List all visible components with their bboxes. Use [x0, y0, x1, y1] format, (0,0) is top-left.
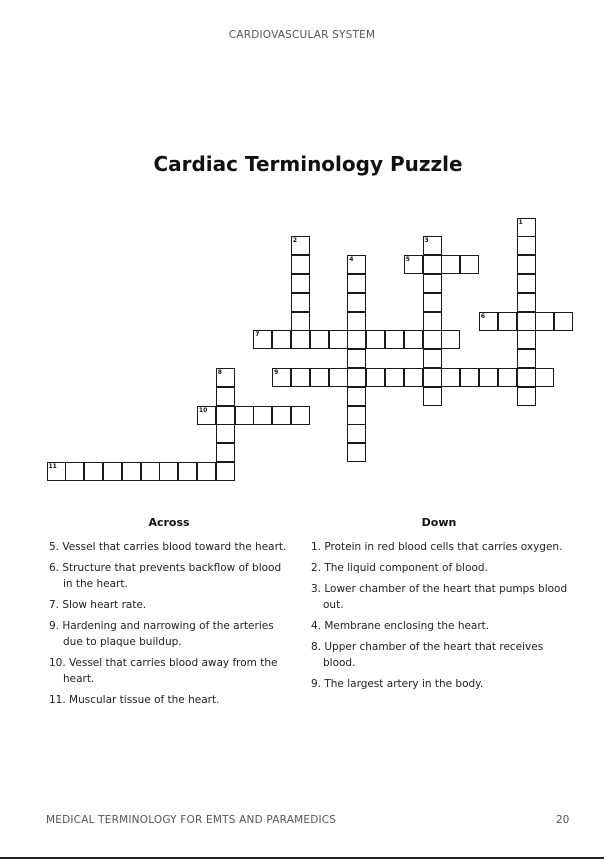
clue-number: 3: [424, 237, 429, 245]
down-clue: 2. The liquid component of blood.: [311, 562, 488, 574]
crossword-cell[interactable]: [498, 368, 517, 387]
crossword-cell[interactable]: [253, 330, 272, 349]
crossword-cell[interactable]: [385, 330, 404, 349]
crossword-cell[interactable]: [517, 312, 536, 331]
down-clues: [309, 516, 569, 697]
crossword-cell[interactable]: [216, 406, 235, 425]
crossword-cell[interactable]: [366, 368, 385, 387]
crossword-cell[interactable]: [423, 255, 442, 274]
crossword-cell[interactable]: [347, 387, 366, 406]
footer-book-title: MEDICAL TERMINOLOGY FOR EMTS AND PARAMEDICS: [46, 814, 337, 826]
crossword-cell[interactable]: [498, 312, 517, 331]
crossword-cell[interactable]: [423, 293, 442, 312]
puzzle-title: Cardiac Terminology Puzzle: [153, 152, 463, 176]
crossword-cell[interactable]: [47, 462, 66, 481]
crossword-cell[interactable]: [517, 368, 536, 387]
crossword-cell[interactable]: [291, 368, 310, 387]
crossword-cell[interactable]: [460, 368, 479, 387]
crossword-cell[interactable]: [197, 462, 216, 481]
crossword-cell[interactable]: [291, 255, 310, 274]
crossword-cell[interactable]: [103, 462, 122, 481]
crossword-cell[interactable]: [554, 312, 573, 331]
crossword-cell[interactable]: [347, 312, 366, 331]
across-clue: 11. Muscular tissue of the heart.: [49, 694, 220, 706]
down-clue: 4. Membrane enclosing the heart.: [311, 620, 490, 632]
crossword-cell[interactable]: [404, 330, 423, 349]
crossword-cell[interactable]: [291, 274, 310, 293]
crossword-cell[interactable]: [291, 312, 310, 331]
clue-number: 1: [518, 218, 523, 226]
crossword-cell[interactable]: [423, 368, 442, 387]
clue-number: 5: [405, 256, 410, 264]
clue-number: 6: [480, 312, 486, 320]
crossword-cell[interactable]: [272, 406, 291, 425]
crossword-cell[interactable]: [122, 462, 141, 481]
crossword-cell[interactable]: [310, 368, 329, 387]
across-clues: [44, 516, 294, 713]
crossword-cell[interactable]: [216, 387, 235, 406]
crossword-cell[interactable]: [423, 330, 442, 349]
crossword-cell[interactable]: [423, 387, 442, 406]
crossword-cell[interactable]: [385, 368, 404, 387]
across-clue: 9. Hardening and narrowing of the arteries due to plaque buildup.: [49, 620, 274, 648]
crossword-cell[interactable]: [517, 330, 536, 349]
crossword-cell[interactable]: [159, 462, 178, 481]
crossword-cell[interactable]: [347, 330, 366, 349]
down-clue: 8. Upper chamber of the heart that receives blood.: [311, 641, 544, 669]
crossword-cell[interactable]: [441, 330, 460, 349]
crossword-cell[interactable]: [347, 368, 366, 387]
across-clue: 7. Slow heart rate.: [49, 599, 147, 611]
down-clue: 9. The largest artery in the body.: [311, 678, 484, 690]
down-clue: 3. Lower chamber of the heart that pumps blood out.: [311, 583, 568, 611]
crossword-cell[interactable]: [272, 368, 291, 387]
crossword-cell[interactable]: [216, 462, 235, 481]
crossword-cell[interactable]: [404, 368, 423, 387]
down-heading: Down: [421, 516, 457, 529]
crossword-cell[interactable]: [347, 443, 366, 462]
clue-number: 9: [274, 368, 279, 376]
crossword-cell[interactable]: [517, 236, 536, 255]
crossword-cell[interactable]: [441, 368, 460, 387]
crossword-cell[interactable]: [517, 218, 536, 237]
crossword-cell[interactable]: [479, 368, 498, 387]
clue-number: 7: [255, 331, 260, 339]
clue-number: 11: [48, 462, 57, 470]
clue-number: 4: [349, 256, 354, 264]
crossword-cell[interactable]: [235, 406, 254, 425]
crossword-cell[interactable]: [84, 462, 103, 481]
crossword-cell[interactable]: [347, 406, 366, 425]
crossword-cell[interactable]: [253, 406, 272, 425]
footer-page-number: 20: [556, 814, 570, 826]
running-header: CARDIOVASCULAR SYSTEM: [228, 29, 376, 41]
crossword-cell[interactable]: [517, 387, 536, 406]
crossword-cell[interactable]: [423, 274, 442, 293]
crossword-cell[interactable]: [460, 255, 479, 274]
crossword-cell[interactable]: [366, 330, 385, 349]
crossword-cell[interactable]: [310, 330, 329, 349]
crossword-cell[interactable]: [291, 406, 310, 425]
crossword-cell[interactable]: [517, 293, 536, 312]
crossword-cell[interactable]: [216, 443, 235, 462]
crossword-cell[interactable]: [291, 293, 310, 312]
crossword-cell[interactable]: [347, 293, 366, 312]
crossword-cell[interactable]: [423, 312, 442, 331]
crossword-cell[interactable]: [517, 274, 536, 293]
crossword-cell[interactable]: [535, 312, 554, 331]
across-clue: 6. Structure that prevents backflow of blood in the heart.: [49, 562, 282, 590]
crossword-cell[interactable]: [216, 368, 235, 387]
crossword-cell[interactable]: [347, 424, 366, 443]
clue-number: 10: [198, 406, 208, 414]
crossword-cell[interactable]: [517, 349, 536, 368]
crossword-cell[interactable]: [441, 255, 460, 274]
crossword-cell[interactable]: [347, 349, 366, 368]
crossword-cell[interactable]: [178, 462, 197, 481]
crossword-cell[interactable]: [423, 236, 442, 255]
down-clue: 1. Protein in red blood cells that carries oxygen.: [311, 541, 563, 553]
crossword-cell[interactable]: [404, 255, 423, 274]
bottom-rule: [0, 857, 604, 859]
crossword-cell[interactable]: [329, 368, 348, 387]
crossword-cell[interactable]: [291, 330, 310, 349]
crossword-cell[interactable]: [216, 424, 235, 443]
crossword-cell[interactable]: [65, 462, 84, 481]
crossword-cell[interactable]: [347, 274, 366, 293]
crossword-cell[interactable]: [291, 236, 310, 255]
crossword-cell[interactable]: [141, 462, 160, 481]
crossword-cell[interactable]: [197, 406, 216, 425]
crossword-cell[interactable]: [272, 330, 291, 349]
across-clue: 10. Vessel that carries blood away from the heart.: [49, 657, 278, 685]
clue-number: 8: [217, 368, 222, 376]
crossword-cell[interactable]: [479, 312, 498, 331]
across-heading: Across: [148, 516, 190, 529]
crossword-cell[interactable]: [423, 349, 442, 368]
clue-number: 2: [292, 237, 298, 245]
crossword-cell[interactable]: [347, 255, 366, 274]
crossword-cell[interactable]: [329, 330, 348, 349]
crossword-cell[interactable]: [535, 368, 554, 387]
crossword-cell[interactable]: [517, 255, 536, 274]
across-clue: 5. Vessel that carries blood toward the heart.: [49, 541, 287, 553]
